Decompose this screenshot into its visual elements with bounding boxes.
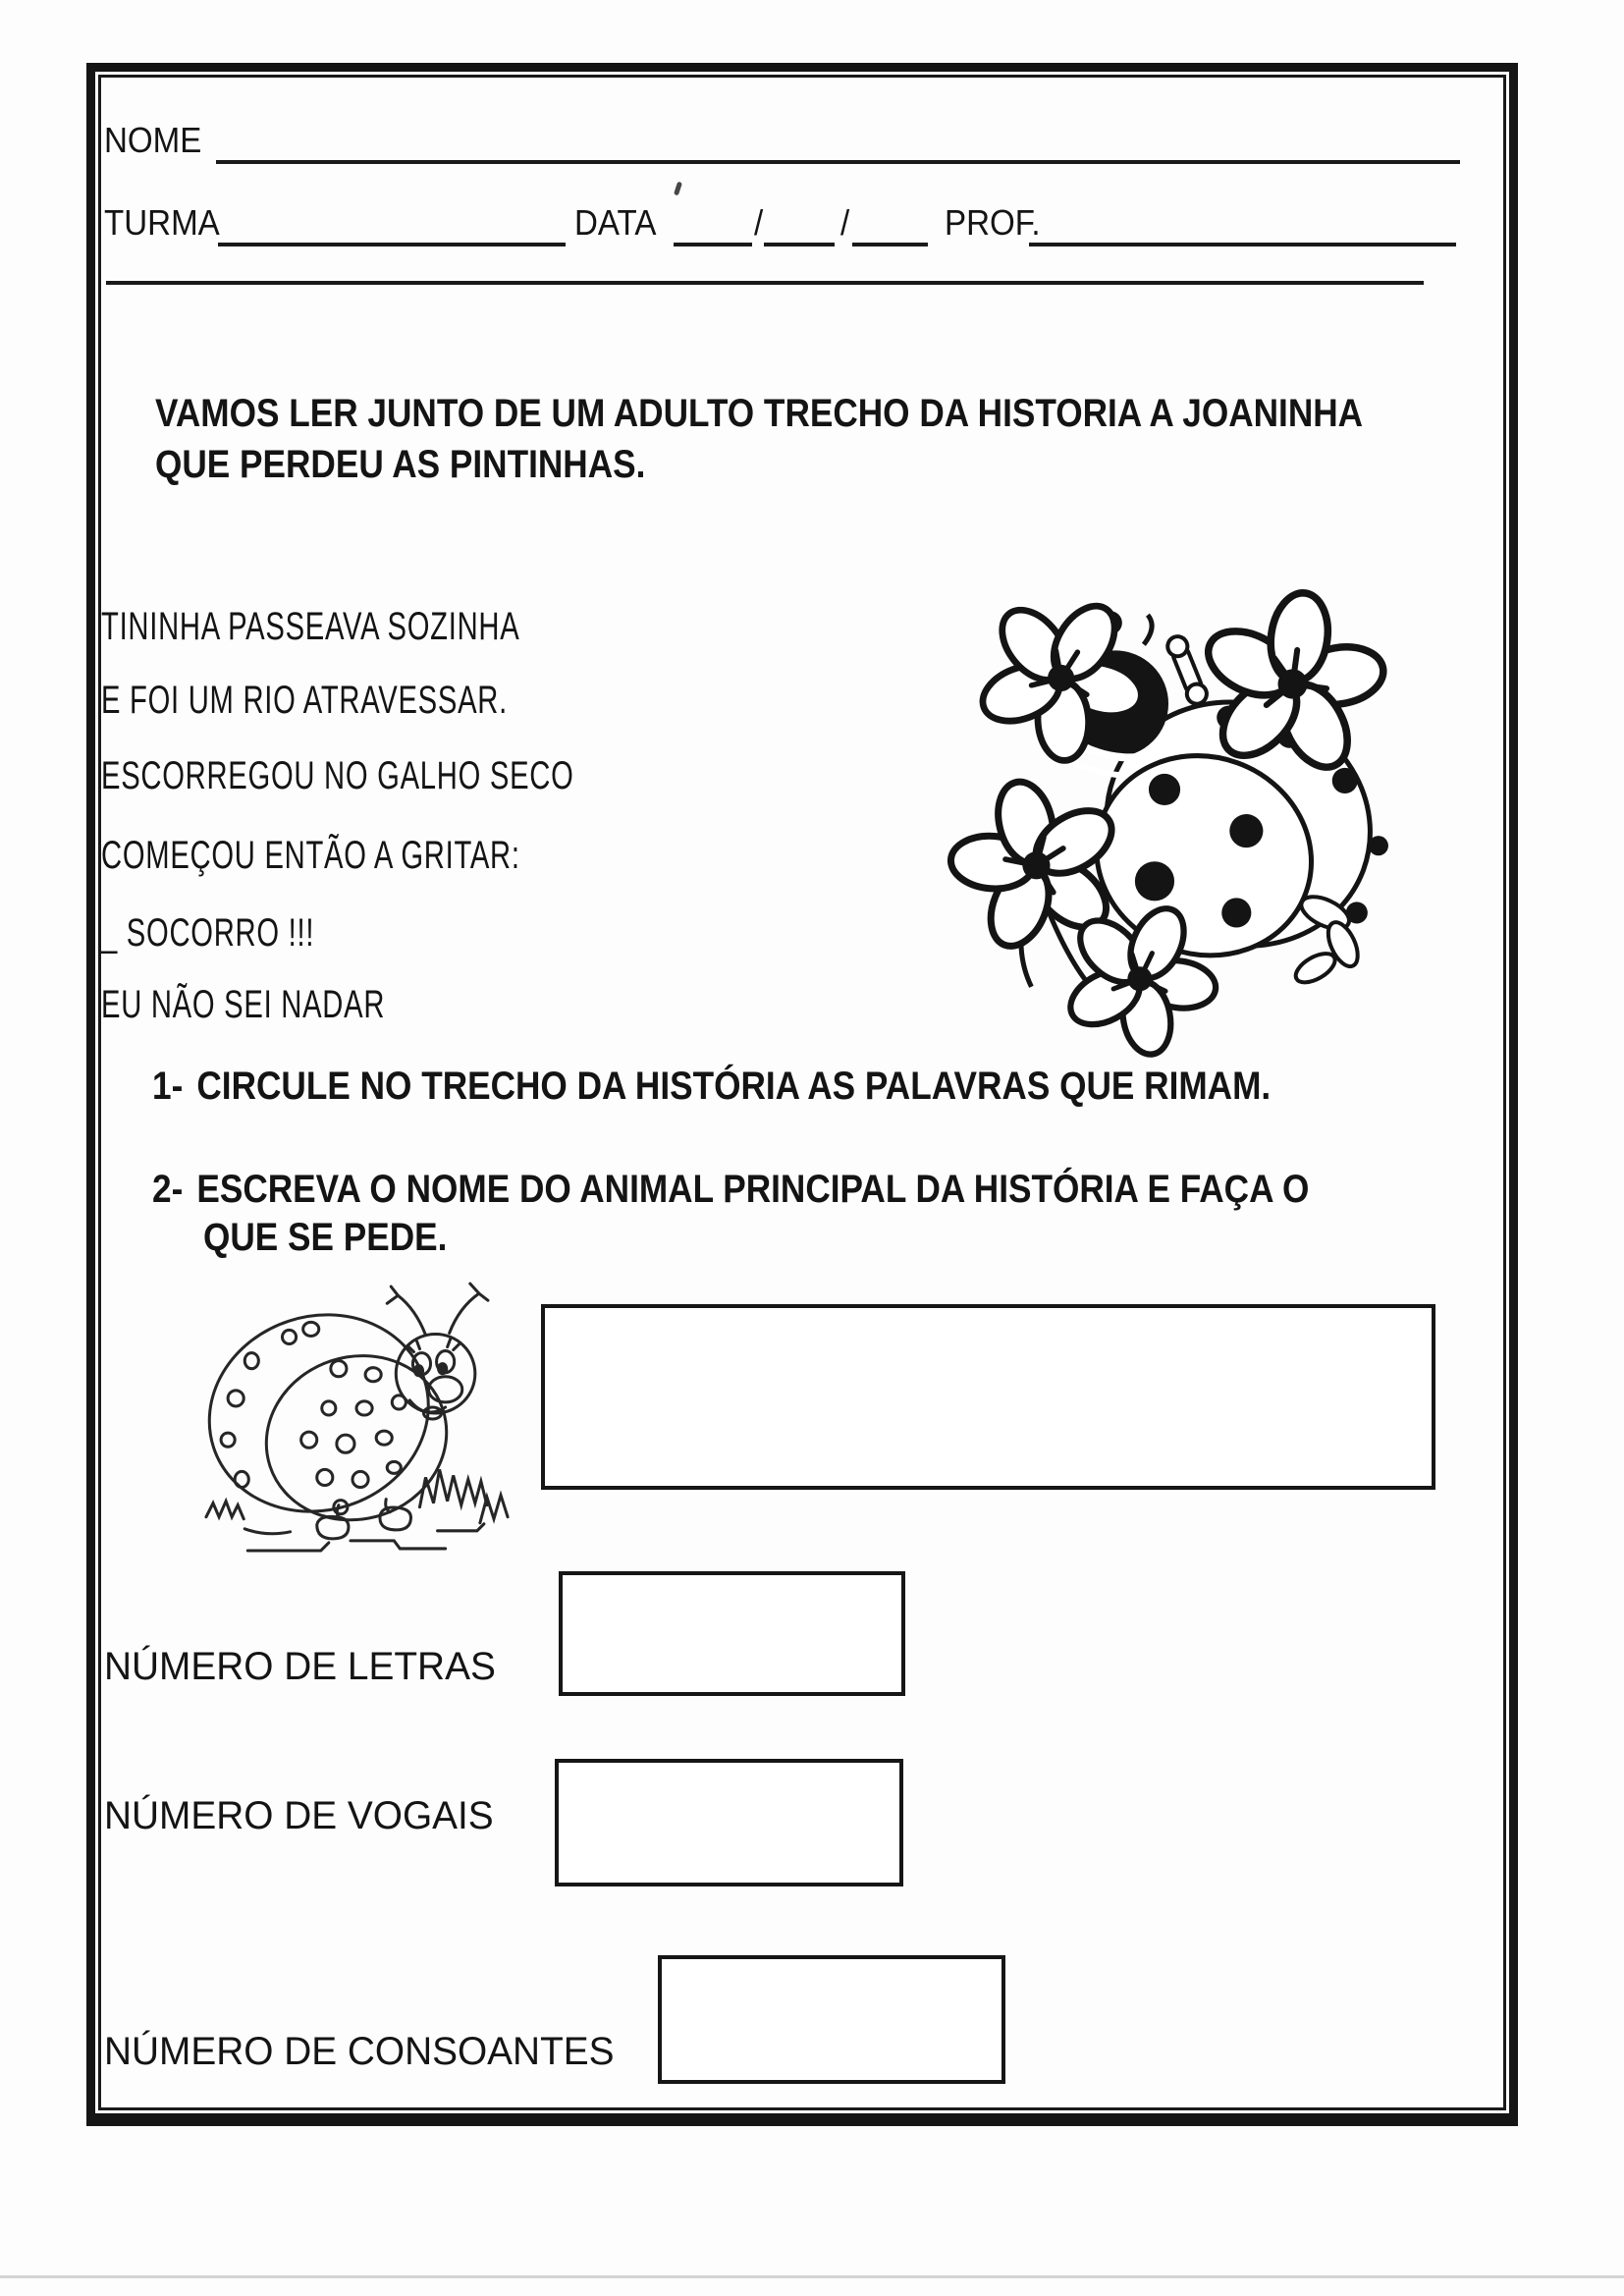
vowels-count-box[interactable] <box>555 1759 903 1886</box>
header-separator-line <box>106 281 1424 285</box>
turma-label: TURMA <box>104 202 220 243</box>
date-slash-2: / <box>840 202 850 243</box>
date-slash-1: / <box>754 202 764 243</box>
question-2-line1 <box>152 1168 1309 1211</box>
animal-name-answer-box[interactable] <box>541 1304 1435 1490</box>
question-1 <box>152 1065 1271 1108</box>
story-line-5: _ SOCORRO !!! <box>101 911 315 955</box>
story-line-1: TININHA PASSEAVA SOZINHA <box>101 605 520 648</box>
consonants-count-label: NÚMERO DE CONSOANTES <box>104 2030 615 2073</box>
activity-title-line2: QUE PERDEU AS PINTINHAS. <box>155 443 646 486</box>
question-1-number: 1- <box>152 1065 184 1108</box>
date-year-line[interactable] <box>852 243 928 246</box>
activity-title-line1: VAMOS LER JUNTO DE UM ADULTO TRECHO DA HISTORIA A JOANINHA <box>155 392 1364 435</box>
question-1-text: CIRCULE NO TRECHO DA HISTÓRIA AS PALAVRAS QUE RIMAM. <box>196 1065 1272 1108</box>
letters-count-box[interactable] <box>559 1571 905 1696</box>
data-label: DATA <box>574 202 657 243</box>
story-line-6: EU NÃO SEI NADAR <box>101 983 386 1026</box>
prof-label: PROF. <box>945 202 1041 243</box>
leaf-sprig <box>1164 633 1210 707</box>
story-line-3: ESCORREGOU NO GALHO SECO <box>101 754 574 797</box>
consonants-count-box[interactable] <box>658 1955 1005 2084</box>
question-2-text-line2: QUE SE PEDE. <box>203 1216 448 1259</box>
question-2-number: 2- <box>152 1168 184 1211</box>
story-line-4: COMEÇOU ENTÃO A GRITAR: <box>101 834 520 877</box>
turma-write-line[interactable] <box>218 243 566 246</box>
ladybug-with-flowers-illustration <box>933 587 1396 1021</box>
scan-artifact-line <box>0 2275 1624 2278</box>
cartoon-ladybug-illustration <box>189 1270 517 1557</box>
nome-label: NOME <box>104 120 202 160</box>
date-day-line[interactable] <box>674 243 752 246</box>
nome-write-line[interactable] <box>216 160 1460 164</box>
prof-write-line[interactable] <box>1029 243 1456 246</box>
vowels-count-label: NÚMERO DE VOGAIS <box>104 1794 494 1837</box>
story-line-2: E FOI UM RIO ATRAVESSAR. <box>101 679 508 722</box>
date-month-line[interactable] <box>764 243 835 246</box>
question-2-text-line1: ESCREVA O NOME DO ANIMAL PRINCIPAL DA HISTÓRIA E FAÇA O <box>196 1168 1310 1211</box>
letters-count-label: NÚMERO DE LETRAS <box>104 1645 496 1688</box>
